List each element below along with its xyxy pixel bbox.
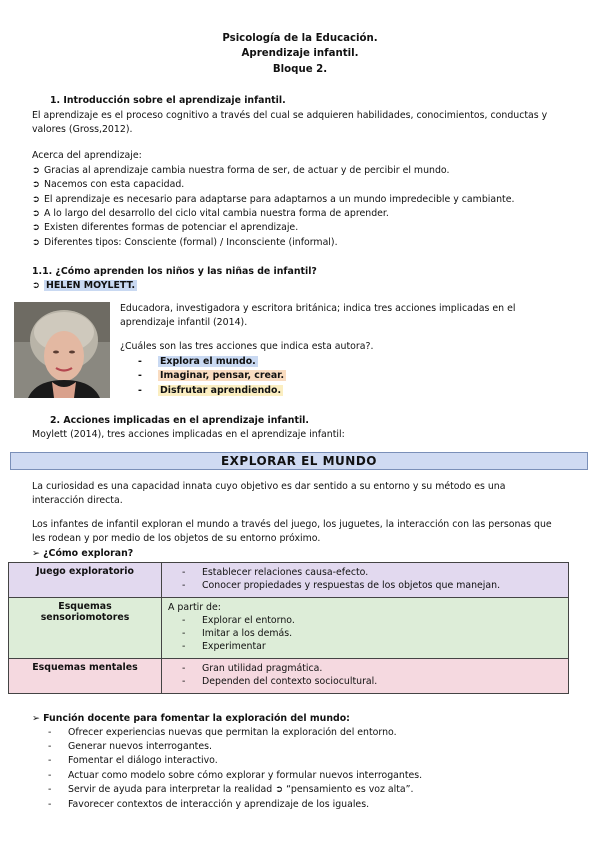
table-item: - Explorar el entorno. bbox=[182, 615, 295, 626]
list-item: ➲ Gracias al aprendizaje cambia nuestra forma de ser, de actuar y de percibir el mundo. bbox=[32, 165, 450, 176]
about-label: Acerca del aprendizaje: bbox=[32, 150, 142, 161]
list-item: ➲ Diferentes tipos: Consciente (formal) / Inconsciente (informal). bbox=[32, 237, 338, 248]
table-content bbox=[162, 598, 569, 659]
exploration-table bbox=[8, 562, 569, 694]
author-question: ¿Cuáles son las tres acciones que indica esta autora?. bbox=[120, 341, 374, 352]
table-item: - Imitar a los demás. bbox=[182, 628, 293, 639]
author-bio-line1: Educadora, investigadora y escritora británica; indica tres acciones implicadas en el bbox=[120, 303, 516, 314]
list-item: - Ofrecer experiencias nuevas que permitan la exploración del entorno. bbox=[48, 727, 397, 738]
table-item: - Gran utilidad pragmática. bbox=[182, 663, 323, 674]
author-name: ➲ HELEN MOYLETT. bbox=[32, 280, 136, 291]
course-title: Psicología de la Educación. bbox=[222, 33, 378, 44]
table-item: - Experimentar bbox=[182, 641, 266, 652]
action-item: - Explora el mundo. bbox=[138, 356, 256, 367]
explorar-banner: EXPLORAR EL MUNDO bbox=[10, 452, 588, 470]
list-item: ➲ A lo largo del desarrollo del ciclo vital cambia nuestra forma de aprender. bbox=[32, 208, 389, 219]
arrow-bullet-icon: ➲ bbox=[32, 280, 40, 291]
section1-para-line1: El aprendizaje es el proceso cognitivo a través del cual se adquieren habilidades, conocimientos, conductas y bbox=[32, 110, 548, 121]
list-item: - Fomentar el diálogo interactivo. bbox=[48, 755, 218, 766]
section1-para-line2: valores (Gross,2012). bbox=[32, 124, 133, 135]
list-item: - Servir de ayuda para interpretar la realidad ➲ “pensamiento es voz alta”. bbox=[48, 784, 414, 795]
action-item: - Disfrutar aprendiendo. bbox=[138, 385, 282, 396]
list-item: - Favorecer contextos de interacción y aprendizaje de los iguales. bbox=[48, 799, 370, 810]
table-item: - Conocer propiedades y respuestas de los objetos que manejan. bbox=[182, 580, 501, 591]
how-explore-label: ➢ ¿Cómo exploran? bbox=[32, 548, 134, 559]
section2-intro: Moylett (2014), tres acciones implicadas en el aprendizaje infantil: bbox=[32, 429, 345, 440]
arrow-bullet-icon: ➲ bbox=[32, 165, 40, 176]
section1-heading: 1. Introducción sobre el aprendizaje infantil. bbox=[50, 95, 286, 106]
list-item: - Generar nuevos interrogantes. bbox=[48, 741, 212, 752]
arrow-bullet-icon: ➲ bbox=[32, 222, 40, 233]
arrow-bullet-icon: ➲ bbox=[32, 237, 40, 248]
action-item: - Imaginar, pensar, crear. bbox=[138, 370, 285, 381]
explorar-para2-line2: les rodean y por medio de los objetos de su entorno próximo. bbox=[32, 533, 321, 544]
table-content bbox=[162, 659, 569, 694]
table-intro: A partir de: bbox=[168, 602, 221, 613]
portrait-image bbox=[14, 302, 110, 398]
section11-heading: 1.1. ¿Cómo aprenden los niños y las niñas de infantil? bbox=[32, 266, 317, 277]
explorar-para2-line1: Los infantes de infantil exploran el mundo a través del juego, los juguetes, la interacción con las personas que bbox=[32, 519, 552, 530]
list-item: - Actuar como modelo sobre cómo explorar y formular nuevos interrogantes. bbox=[48, 770, 423, 781]
table-item: - Dependen del contexto sociocultural. bbox=[182, 676, 378, 687]
table-item: - Establecer relaciones causa-efecto. bbox=[182, 567, 369, 578]
table-row bbox=[9, 598, 569, 659]
section2-heading: 2. Acciones implicadas en el aprendizaje infantil. bbox=[50, 415, 309, 426]
table-category: Juego exploratorio bbox=[9, 563, 162, 598]
explorar-para1-line1: La curiosidad es una capacidad innata cuyo objetivo es dar sentido a su entorno y su método es una bbox=[32, 481, 506, 492]
arrow-bullet-icon: ➲ bbox=[32, 194, 40, 205]
arrow-bullet-icon: ➲ bbox=[32, 208, 40, 219]
table-content bbox=[162, 563, 569, 598]
list-item: ➲ Existen diferentes formas de potenciar el aprendizaje. bbox=[32, 222, 299, 233]
list-item: ➲ El aprendizaje es necesario para adaptarse para adaptarnos a un mundo impredecible y cambiante. bbox=[32, 194, 515, 205]
teacher-role-heading: ➢ Función docente para fomentar la exploración del mundo: bbox=[32, 713, 350, 724]
list-item: ➲ Nacemos con esta capacidad. bbox=[32, 179, 185, 190]
explorar-para1-line2: interacción directa. bbox=[32, 495, 123, 506]
table-category: Esquemas mentales bbox=[9, 659, 162, 694]
table-row bbox=[9, 659, 569, 694]
arrow-bullet-icon: ➲ bbox=[32, 179, 40, 190]
table-row bbox=[9, 563, 569, 598]
author-photo bbox=[14, 302, 110, 398]
author-bio-line2: aprendizaje infantil (2014). bbox=[120, 317, 248, 328]
topic-title: Aprendizaje infantil. bbox=[241, 48, 359, 59]
block-title: Bloque 2. bbox=[272, 64, 328, 75]
table-category: Esquemas sensoriomotores bbox=[9, 598, 162, 659]
